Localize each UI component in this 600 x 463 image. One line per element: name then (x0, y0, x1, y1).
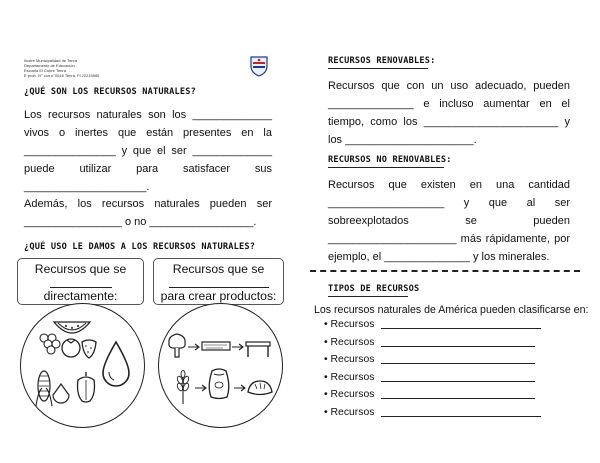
tomato-icon (60, 336, 82, 358)
arrow-icon (234, 384, 246, 392)
section-title-uso: ¿QUÉ USO LE DAMOS A LOS RECURSOS NATURALES? (24, 242, 256, 252)
grapes-icon (38, 330, 62, 356)
bread-icon (246, 378, 274, 398)
school-header (24, 58, 114, 78)
resource-type-list (324, 319, 584, 424)
renewables-paragraph: Recursos que con un uso adecuado, pueden ______________ e incluso aumentar en el tiempo, como los ______________________ y los _____________________. (328, 80, 570, 146)
bullet-label: Recursos (330, 371, 375, 383)
list-item (324, 389, 584, 407)
arrow-icon (232, 343, 244, 351)
answer-blank[interactable] (381, 415, 541, 417)
wheat-icon (172, 370, 194, 406)
list-item (324, 319, 584, 337)
title-underline (328, 295, 408, 297)
types-paragraph: Además, los recursos naturales pueden ser ________________ o no _________________. (24, 198, 272, 228)
lumber-icon (201, 340, 231, 354)
list-item (324, 354, 584, 372)
bullet-dot: • (324, 371, 331, 383)
table-icon (245, 340, 271, 358)
bullet-label: Recursos (330, 336, 375, 348)
bullet-dot: • (324, 406, 331, 418)
water-drop-icon (101, 340, 131, 388)
non-renewables-paragraph: Recursos que existen en una cantidad ___________________ y que al ser sobreexplotados se pueden _____________________ más rápidamente, por ejemplo, el ______________ y los minerales. (328, 179, 570, 263)
bullet-dot: • (324, 389, 331, 400)
box-line-1: Recursos que se (34, 262, 127, 276)
title-underline (328, 166, 444, 168)
section-title-no-renovables: RECURSOS NO RENOVABLES: (328, 155, 452, 165)
tree-icon (166, 332, 188, 358)
bullet-dot: • (324, 319, 331, 330)
dashed-separator (310, 270, 580, 272)
bullet-label: Recursos (330, 406, 375, 418)
answer-blank[interactable] (381, 362, 535, 364)
onion-icon (50, 383, 72, 405)
header-line: Departamento de Educación (24, 63, 75, 68)
school-seal-icon (249, 55, 269, 77)
bullet-label: Recursos (330, 354, 375, 365)
box-line-1: Recursos que se (172, 262, 265, 276)
usage-box-products (153, 258, 284, 305)
usage-box-direct (17, 258, 144, 305)
answer-blank[interactable] (381, 380, 535, 382)
definition-paragraph: Los recursos naturales son los _____________ vivos o inertes que están presentes en la _______________ y que el ser _____________ puede utilizar para satisfacer sus ____________________. (24, 109, 272, 193)
section-title-que-son: ¿QUÉ SON LOS RECURSOS NATURALES? (24, 87, 196, 97)
answer-blank[interactable] (381, 397, 535, 399)
section-title-renovables: RECURSOS RENOVABLES: (328, 56, 436, 66)
list-item (324, 407, 584, 425)
bullet-dot: • (324, 354, 331, 365)
tipos-intro: Los recursos naturales de América pueden clasificarse en: (314, 304, 589, 316)
list-item (324, 337, 584, 355)
arrow-icon (188, 343, 200, 351)
flour-sack-icon (205, 366, 233, 400)
answer-blank[interactable] (381, 345, 535, 347)
bullet-label: Recursos (330, 389, 375, 400)
strawberry-icon (80, 336, 98, 360)
header-line: Escuela El Cobre Tenra (24, 68, 66, 73)
section-title-tipos: TIPOS DE RECURSOS (328, 284, 420, 294)
header-line: Ilustre Municipalidad de Tenra (24, 58, 78, 63)
list-item (324, 372, 584, 390)
title-underline (328, 67, 428, 69)
header-line: E proh. N° con n°0516 Tenra. Fl.22233985 (24, 73, 100, 78)
bullet-label: Recursos (330, 319, 375, 330)
box-line-2: para crear productos: (160, 289, 277, 303)
bullet-dot: • (324, 336, 331, 348)
answer-blank[interactable] (381, 327, 541, 329)
box-line-2: directamente: (43, 289, 118, 303)
pepper-icon (74, 370, 98, 404)
